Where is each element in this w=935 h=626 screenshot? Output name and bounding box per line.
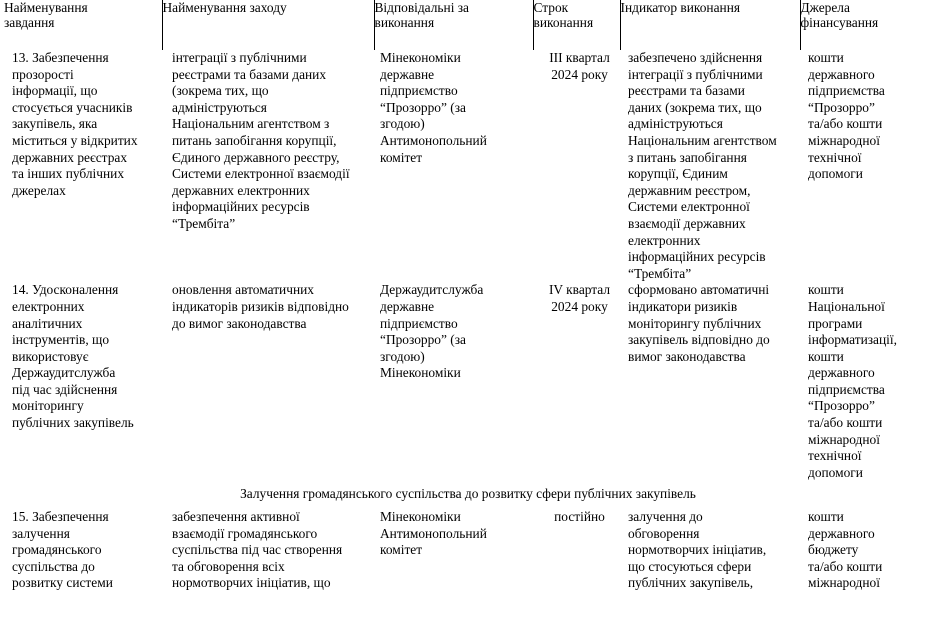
responsible-cell: Держаудитслужба державне підприємство “Прозорро” (за згодою) Мінекономіки: [380, 282, 484, 381]
header-task: Найменування завдання: [4, 0, 88, 30]
funding-cell: кошти державного підприємства “Прозорро” та/або кошти міжнародної технічної допомоги: [808, 50, 885, 182]
funding-cell: кошти Національної програми інформатизації, кошти державного підприємства “Прозорро” та/або кошти міжнародної технічної допомоги: [808, 282, 897, 480]
indicator-cell: сформовано автоматичні індикатори ризиків моніторингу публічних закупівель відповідно до вимог законодавства: [628, 282, 770, 364]
responsible-cell: Мінекономіки Антимонопольний комітет: [380, 509, 487, 558]
task-cell: 14. Удосконалення електронних аналітичних інструментів, що використовує Держаудитслужба під час здійснення моніторингу публічних закупівель: [12, 282, 134, 431]
measure-cell: оновлення автоматичних індикаторів ризиків відповідно до вимог законодавства: [172, 282, 349, 331]
header-responsible: Відповідальні за виконання: [374, 0, 533, 50]
indicator-cell: забезпечено здійснення інтеграції з публічними реєстрами та базами даних (зокрема тих, що адмініструються Національним агентством з питань запобігання корупції, Єдиним державним реєстром, Системи електронної взаємодії державних електронних інформаційних ресурсів “Трембіта”: [628, 50, 777, 281]
table-row: [4, 282, 932, 481]
measure-cell: інтеграції з публічними реєстрами та базами даних (зокрема тих, що адмініструються Національним агентством з питань запобігання корупції, Єдиного державного реєстру, Системи електронної взаємодії державних електронних інформаційних ресурсів “Трембіта”: [172, 50, 350, 231]
section-heading: Залучення громадянського суспільства до розвитку сфери публічних закупівель: [240, 486, 696, 502]
table-row: [4, 509, 932, 592]
task-cell: 15. Забезпечення залучення громадянського суспільства до розвитку системи: [12, 509, 113, 591]
section-heading-row: [4, 481, 932, 509]
task-cell: 13. Забезпечення прозорості інформації, що стосується учасників закупівель, яка міститься у відкритих державних реєстрах та інших публічних джерелах: [12, 50, 138, 198]
indicator-cell: залучення до обговорення нормотворчих ініціатив, що стосуються сфери публічних закупівель,: [628, 509, 767, 591]
table-row: [4, 50, 932, 282]
table-header: [4, 0, 932, 50]
measure-cell: забезпечення активної взаємодії громадянського суспільства під час створення та обговорення всіх нормотворчих ініціатив, що: [172, 509, 343, 591]
header-funding: Джерела фінансування: [800, 0, 932, 50]
header-measure: Найменування заходу: [162, 0, 374, 50]
term-cell: IV квартал 2024 року: [548, 282, 611, 314]
term-cell: постійно: [554, 509, 605, 525]
responsible-cell: Мінекономіки державне підприємство “Прозорро” (за згодою) Антимонопольний комітет: [380, 50, 487, 165]
header-term: Строк виконання: [533, 0, 620, 50]
header-indicator: Індикатор виконання: [620, 0, 800, 50]
action-plan-table: [4, 0, 932, 592]
term-cell: III квартал 2024 року: [549, 50, 610, 82]
funding-cell: кошти державного бюджету та/або кошти міжнародної: [808, 509, 883, 591]
